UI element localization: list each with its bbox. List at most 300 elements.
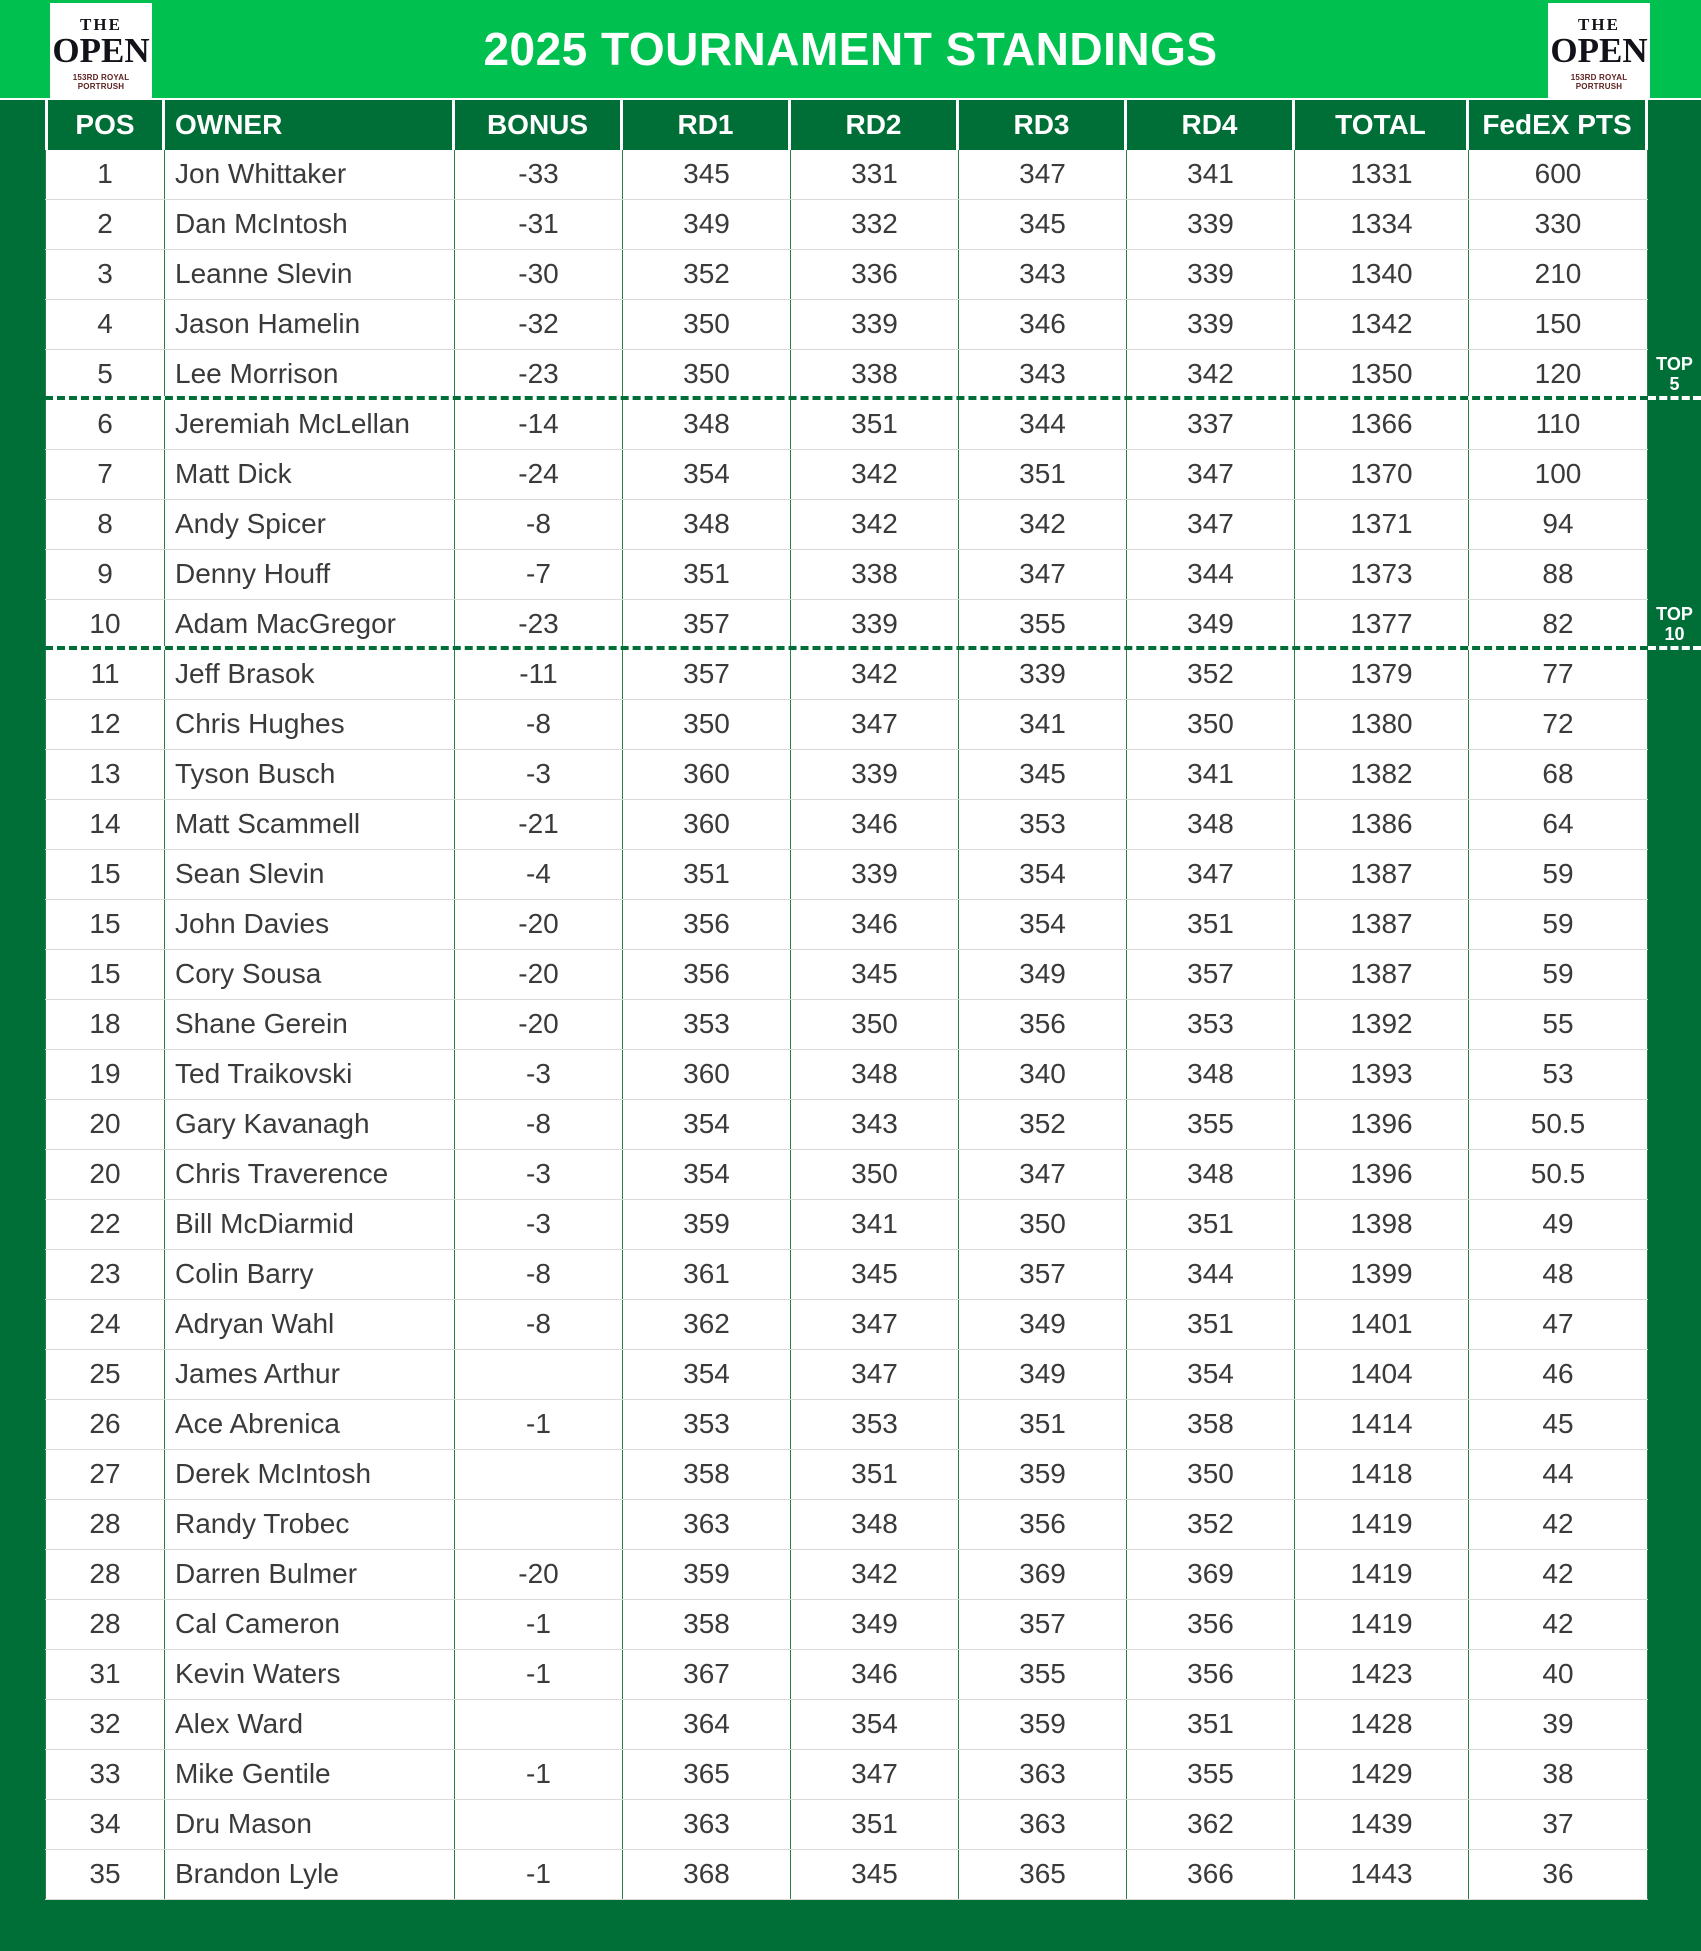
logo-open-text: OPEN	[1550, 31, 1648, 70]
bonus-cell: -23	[455, 350, 623, 396]
rd2-cell: 351	[791, 1800, 959, 1849]
table-row	[45, 600, 1648, 650]
fedex-cell: 50.5	[1469, 1150, 1648, 1199]
rd1-cell: 354	[623, 450, 791, 499]
owner-cell: Bill McDiarmid	[165, 1200, 455, 1249]
rd4-cell: 337	[1127, 400, 1295, 449]
rd1-cell: 361	[623, 1250, 791, 1299]
fedex-cell: 59	[1469, 950, 1648, 999]
logo-open-text: OPEN	[52, 31, 150, 70]
rd2-cell: 347	[791, 1350, 959, 1399]
fedex-cell: 120	[1469, 350, 1648, 396]
table-row	[45, 350, 1648, 400]
pos-cell: 2	[45, 200, 165, 249]
total-cell: 1373	[1295, 550, 1469, 599]
owner-cell: Shane Gerein	[165, 1000, 455, 1049]
rd3-cell: 363	[959, 1750, 1127, 1799]
bonus-cell: -3	[455, 1050, 623, 1099]
rd3-cell: 342	[959, 500, 1127, 549]
page-title: 2025 TOURNAMENT STANDINGS	[483, 23, 1218, 75]
table-row	[45, 1250, 1648, 1300]
rd3-cell: 355	[959, 1650, 1127, 1699]
col-header-rd2: RD2	[791, 100, 959, 150]
total-cell: 1380	[1295, 700, 1469, 749]
col-header-rd1: RD1	[623, 100, 791, 150]
total-cell: 1398	[1295, 1200, 1469, 1249]
col-header-rd4: RD4	[1127, 100, 1295, 150]
table-row	[45, 1500, 1648, 1550]
bonus-cell: -1	[455, 1400, 623, 1449]
total-cell: 1331	[1295, 150, 1469, 199]
pos-cell: 28	[45, 1550, 165, 1599]
pos-cell: 1	[45, 150, 165, 199]
table-row	[45, 800, 1648, 850]
rd1-cell: 353	[623, 1000, 791, 1049]
pos-cell: 28	[45, 1600, 165, 1649]
rd3-cell: 340	[959, 1050, 1127, 1099]
table-row	[45, 250, 1648, 300]
table-row	[45, 450, 1648, 500]
rd2-cell: 342	[791, 1550, 959, 1599]
owner-cell: Jeremiah McLellan	[165, 400, 455, 449]
rd3-cell: 359	[959, 1450, 1127, 1499]
rd4-cell: 353	[1127, 1000, 1295, 1049]
top10-label	[1648, 586, 1701, 644]
rd1-cell: 356	[623, 950, 791, 999]
bonus-cell: -20	[455, 900, 623, 949]
bonus-cell: -11	[455, 650, 623, 699]
rd2-cell: 348	[791, 1050, 959, 1099]
rd2-cell: 353	[791, 1400, 959, 1449]
fedex-cell: 46	[1469, 1350, 1648, 1399]
pos-cell: 3	[45, 250, 165, 299]
total-cell: 1419	[1295, 1550, 1469, 1599]
rd4-cell: 350	[1127, 700, 1295, 749]
rd1-cell: 358	[623, 1600, 791, 1649]
rd4-cell: 348	[1127, 800, 1295, 849]
table-row	[45, 750, 1648, 800]
rd4-cell: 350	[1127, 1450, 1295, 1499]
total-cell: 1371	[1295, 500, 1469, 549]
pos-cell: 31	[45, 1650, 165, 1699]
rd1-cell: 354	[623, 1350, 791, 1399]
rd4-cell: 358	[1127, 1400, 1295, 1449]
pos-cell: 11	[45, 650, 165, 699]
owner-cell: Adam MacGregor	[165, 600, 455, 646]
table-row	[45, 150, 1648, 200]
bonus-cell: -8	[455, 700, 623, 749]
owner-cell: Dan McIntosh	[165, 200, 455, 249]
owner-cell: Matt Scammell	[165, 800, 455, 849]
rd4-cell: 349	[1127, 600, 1295, 646]
total-cell: 1377	[1295, 600, 1469, 646]
rd4-cell: 344	[1127, 1250, 1295, 1299]
rd2-cell: 346	[791, 800, 959, 849]
bonus-cell: -31	[455, 200, 623, 249]
rd1-cell: 360	[623, 750, 791, 799]
bonus-cell: -23	[455, 600, 623, 646]
pos-cell: 20	[45, 1150, 165, 1199]
pos-cell: 14	[45, 800, 165, 849]
bonus-cell	[455, 1800, 623, 1849]
rd3-cell: 354	[959, 850, 1127, 899]
table-row	[45, 300, 1648, 350]
owner-cell: Chris Hughes	[165, 700, 455, 749]
table-row	[45, 1150, 1648, 1200]
fedex-cell: 59	[1469, 850, 1648, 899]
pos-cell: 7	[45, 450, 165, 499]
rd4-cell: 354	[1127, 1350, 1295, 1399]
rd1-cell: 350	[623, 300, 791, 349]
rd4-cell: 348	[1127, 1150, 1295, 1199]
rd3-cell: 354	[959, 900, 1127, 949]
bonus-cell: -21	[455, 800, 623, 849]
owner-cell: Dru Mason	[165, 1800, 455, 1849]
pos-cell: 6	[45, 400, 165, 449]
table-row	[45, 1300, 1648, 1350]
owner-cell: Ted Traikovski	[165, 1050, 455, 1099]
rd3-cell: 351	[959, 1400, 1127, 1449]
pos-cell: 27	[45, 1450, 165, 1499]
fedex-cell: 44	[1469, 1450, 1648, 1499]
rd3-cell: 339	[959, 650, 1127, 699]
bonus-cell: -33	[455, 150, 623, 199]
rd2-cell: 347	[791, 1300, 959, 1349]
fedex-cell: 600	[1469, 150, 1648, 199]
total-cell: 1429	[1295, 1750, 1469, 1799]
total-cell: 1399	[1295, 1250, 1469, 1299]
rd4-cell: 347	[1127, 850, 1295, 899]
rd1-cell: 351	[623, 850, 791, 899]
rd1-cell: 358	[623, 1450, 791, 1499]
total-cell: 1428	[1295, 1700, 1469, 1749]
owner-cell: Matt Dick	[165, 450, 455, 499]
total-cell: 1386	[1295, 800, 1469, 849]
rd1-cell: 349	[623, 200, 791, 249]
total-cell: 1387	[1295, 900, 1469, 949]
table-row	[45, 900, 1648, 950]
top10-label-line2: 10	[1664, 624, 1685, 644]
pos-cell: 34	[45, 1800, 165, 1849]
table-row	[45, 1600, 1648, 1650]
fedex-cell: 47	[1469, 1300, 1648, 1349]
owner-cell: Leanne Slevin	[165, 250, 455, 299]
fedex-cell: 82	[1469, 600, 1648, 646]
owner-cell: Darren Bulmer	[165, 1550, 455, 1599]
rd3-cell: 350	[959, 1200, 1127, 1249]
rd2-cell: 349	[791, 1600, 959, 1649]
col-header-bonus: BONUS	[455, 100, 623, 150]
rd1-cell: 359	[623, 1550, 791, 1599]
total-cell: 1382	[1295, 750, 1469, 799]
pos-cell: 22	[45, 1200, 165, 1249]
rd4-cell: 339	[1127, 250, 1295, 299]
the-open-logo-right	[1548, 3, 1650, 98]
table-row	[45, 1100, 1648, 1150]
rd3-cell: 357	[959, 1250, 1127, 1299]
rd2-cell: 351	[791, 400, 959, 449]
table-row	[45, 1650, 1648, 1700]
rd3-cell: 343	[959, 350, 1127, 396]
rd4-cell: 352	[1127, 650, 1295, 699]
fedex-cell: 94	[1469, 500, 1648, 549]
rd2-cell: 339	[791, 750, 959, 799]
total-cell: 1419	[1295, 1600, 1469, 1649]
bonus-cell: -8	[455, 1300, 623, 1349]
owner-cell: Brandon Lyle	[165, 1850, 455, 1899]
pos-cell: 24	[45, 1300, 165, 1349]
table-row	[45, 200, 1648, 250]
bonus-cell: -20	[455, 1550, 623, 1599]
fedex-cell: 77	[1469, 650, 1648, 699]
total-cell: 1439	[1295, 1800, 1469, 1849]
owner-cell: Andy Spicer	[165, 500, 455, 549]
total-cell: 1396	[1295, 1150, 1469, 1199]
fedex-cell: 45	[1469, 1400, 1648, 1449]
rd4-cell: 351	[1127, 1200, 1295, 1249]
col-header-fedex: FedEX PTS	[1469, 100, 1648, 150]
table-row	[45, 1400, 1648, 1450]
table-row	[45, 950, 1648, 1000]
rd1-cell: 365	[623, 1750, 791, 1799]
rd3-cell: 344	[959, 400, 1127, 449]
rd4-cell: 347	[1127, 450, 1295, 499]
rd2-cell: 350	[791, 1000, 959, 1049]
rd2-cell: 338	[791, 550, 959, 599]
owner-cell: James Arthur	[165, 1350, 455, 1399]
top10-label-line1: TOP	[1656, 604, 1693, 624]
rd1-cell: 360	[623, 800, 791, 849]
rd3-cell: 365	[959, 1850, 1127, 1899]
rd3-cell: 363	[959, 1800, 1127, 1849]
fedex-cell: 42	[1469, 1500, 1648, 1549]
table-row	[45, 850, 1648, 900]
logo-subtitle: 153RD ROYAL PORTRUSH	[1570, 72, 1628, 91]
standings-body	[45, 150, 1648, 1900]
rd1-cell: 350	[623, 700, 791, 749]
col-header-rd3: RD3	[959, 100, 1127, 150]
rd3-cell: 346	[959, 300, 1127, 349]
pos-cell: 26	[45, 1400, 165, 1449]
pos-cell: 9	[45, 550, 165, 599]
bonus-cell	[455, 1500, 623, 1549]
rd4-cell: 356	[1127, 1600, 1295, 1649]
fedex-cell: 36	[1469, 1850, 1648, 1899]
pos-cell: 15	[45, 900, 165, 949]
rd4-cell: 344	[1127, 550, 1295, 599]
owner-cell: Derek McIntosh	[165, 1450, 455, 1499]
rd1-cell: 362	[623, 1300, 791, 1349]
rd2-cell: 350	[791, 1150, 959, 1199]
rd3-cell: 352	[959, 1100, 1127, 1149]
total-cell: 1366	[1295, 400, 1469, 449]
rd2-cell: 343	[791, 1100, 959, 1149]
pos-cell: 20	[45, 1100, 165, 1149]
rd4-cell: 339	[1127, 200, 1295, 249]
rd3-cell: 349	[959, 1300, 1127, 1349]
fedex-cell: 42	[1469, 1600, 1648, 1649]
fedex-cell: 100	[1469, 450, 1648, 499]
owner-cell: Alex Ward	[165, 1700, 455, 1749]
rd4-cell: 341	[1127, 150, 1295, 199]
title-band	[0, 0, 1701, 98]
total-cell: 1370	[1295, 450, 1469, 499]
pos-cell: 35	[45, 1850, 165, 1899]
owner-cell: Tyson Busch	[165, 750, 455, 799]
bonus-cell: -8	[455, 500, 623, 549]
total-cell: 1334	[1295, 200, 1469, 249]
fedex-cell: 68	[1469, 750, 1648, 799]
rd2-cell: 342	[791, 500, 959, 549]
owner-cell: Cory Sousa	[165, 950, 455, 999]
owner-cell: Gary Kavanagh	[165, 1100, 455, 1149]
fedex-cell: 88	[1469, 550, 1648, 599]
bonus-cell: -20	[455, 1000, 623, 1049]
rd1-cell: 360	[623, 1050, 791, 1099]
pos-cell: 4	[45, 300, 165, 349]
rd3-cell: 356	[959, 1500, 1127, 1549]
rd1-cell: 354	[623, 1150, 791, 1199]
total-cell: 1350	[1295, 350, 1469, 396]
pos-cell: 8	[45, 500, 165, 549]
total-cell: 1392	[1295, 1000, 1469, 1049]
total-cell: 1387	[1295, 950, 1469, 999]
logo-the-text: THE	[1578, 15, 1620, 34]
rd1-cell: 345	[623, 150, 791, 199]
rd1-cell: 351	[623, 550, 791, 599]
total-cell: 1379	[1295, 650, 1469, 699]
bonus-cell: -32	[455, 300, 623, 349]
pos-cell: 13	[45, 750, 165, 799]
rd3-cell: 343	[959, 250, 1127, 299]
owner-cell: John Davies	[165, 900, 455, 949]
fedex-cell: 37	[1469, 1800, 1648, 1849]
rd2-cell: 345	[791, 1250, 959, 1299]
owner-cell: Mike Gentile	[165, 1750, 455, 1799]
bonus-cell: -1	[455, 1650, 623, 1699]
rd2-cell: 347	[791, 700, 959, 749]
bonus-cell: -3	[455, 750, 623, 799]
pos-cell: 25	[45, 1350, 165, 1399]
rd3-cell: 357	[959, 1600, 1127, 1649]
rd4-cell: 352	[1127, 1500, 1295, 1549]
table-row	[45, 700, 1648, 750]
pos-cell: 10	[45, 600, 165, 646]
rd2-cell: 341	[791, 1200, 959, 1249]
table-row	[45, 1550, 1648, 1600]
pos-cell: 32	[45, 1700, 165, 1749]
top5-label	[1648, 336, 1701, 394]
rd3-cell: 349	[959, 950, 1127, 999]
rd1-cell: 359	[623, 1200, 791, 1249]
rd4-cell: 369	[1127, 1550, 1295, 1599]
owner-cell: Kevin Waters	[165, 1650, 455, 1699]
pos-cell: 18	[45, 1000, 165, 1049]
pos-cell: 28	[45, 1500, 165, 1549]
rd1-cell: 363	[623, 1800, 791, 1849]
rd2-cell: 345	[791, 1850, 959, 1899]
rd4-cell: 362	[1127, 1800, 1295, 1849]
rd2-cell: 347	[791, 1750, 959, 1799]
rd3-cell: 351	[959, 450, 1127, 499]
pos-cell: 12	[45, 700, 165, 749]
rd2-cell: 342	[791, 450, 959, 499]
table-row	[45, 1800, 1648, 1850]
rd4-cell: 366	[1127, 1850, 1295, 1899]
fedex-cell: 39	[1469, 1700, 1648, 1749]
owner-cell: Adryan Wahl	[165, 1300, 455, 1349]
rd4-cell: 348	[1127, 1050, 1295, 1099]
bonus-cell: -8	[455, 1100, 623, 1149]
total-cell: 1393	[1295, 1050, 1469, 1099]
rd2-cell: 351	[791, 1450, 959, 1499]
table-row	[45, 1700, 1648, 1750]
bonus-cell: -20	[455, 950, 623, 999]
pos-cell: 15	[45, 950, 165, 999]
table-row	[45, 1200, 1648, 1250]
rd1-cell: 350	[623, 350, 791, 396]
col-header-total: TOTAL	[1295, 100, 1469, 150]
pos-cell: 19	[45, 1050, 165, 1099]
logo-subtitle: 153RD ROYAL PORTRUSH	[72, 72, 130, 91]
table-row	[45, 400, 1648, 450]
fedex-cell: 55	[1469, 1000, 1648, 1049]
bonus-cell	[455, 1450, 623, 1499]
table-row	[45, 1000, 1648, 1050]
bonus-cell	[455, 1350, 623, 1399]
col-header-owner: OWNER	[165, 100, 455, 150]
table-header-row	[45, 100, 1648, 150]
rd3-cell: 341	[959, 700, 1127, 749]
table-row	[45, 1450, 1648, 1500]
rd2-cell: 339	[791, 300, 959, 349]
rd4-cell: 342	[1127, 350, 1295, 396]
pos-cell: 33	[45, 1750, 165, 1799]
rd3-cell: 345	[959, 750, 1127, 799]
rd1-cell: 348	[623, 400, 791, 449]
top5-label-line1: TOP	[1656, 354, 1693, 374]
rd3-cell: 347	[959, 150, 1127, 199]
rd3-cell: 359	[959, 1700, 1127, 1749]
fedex-cell: 50.5	[1469, 1100, 1648, 1149]
fedex-cell: 42	[1469, 1550, 1648, 1599]
owner-cell: Denny Houff	[165, 550, 455, 599]
total-cell: 1423	[1295, 1650, 1469, 1699]
bonus-cell: -3	[455, 1150, 623, 1199]
total-cell: 1340	[1295, 250, 1469, 299]
owner-cell: Chris Traverence	[165, 1150, 455, 1199]
rd1-cell: 364	[623, 1700, 791, 1749]
rd2-cell: 345	[791, 950, 959, 999]
rd3-cell: 345	[959, 200, 1127, 249]
total-cell: 1419	[1295, 1500, 1469, 1549]
total-cell: 1404	[1295, 1350, 1469, 1399]
rd1-cell: 368	[623, 1850, 791, 1899]
pos-cell: 23	[45, 1250, 165, 1299]
rd2-cell: 342	[791, 650, 959, 699]
rd4-cell: 351	[1127, 1300, 1295, 1349]
rd4-cell: 355	[1127, 1750, 1295, 1799]
total-cell: 1387	[1295, 850, 1469, 899]
owner-cell: Jason Hamelin	[165, 300, 455, 349]
total-cell: 1414	[1295, 1400, 1469, 1449]
logo-the-text: THE	[80, 15, 122, 34]
table-row	[45, 1050, 1648, 1100]
bonus-cell: -4	[455, 850, 623, 899]
top5-label-line2: 5	[1669, 374, 1680, 394]
owner-cell: Jon Whittaker	[165, 150, 455, 199]
owner-cell: Cal Cameron	[165, 1600, 455, 1649]
